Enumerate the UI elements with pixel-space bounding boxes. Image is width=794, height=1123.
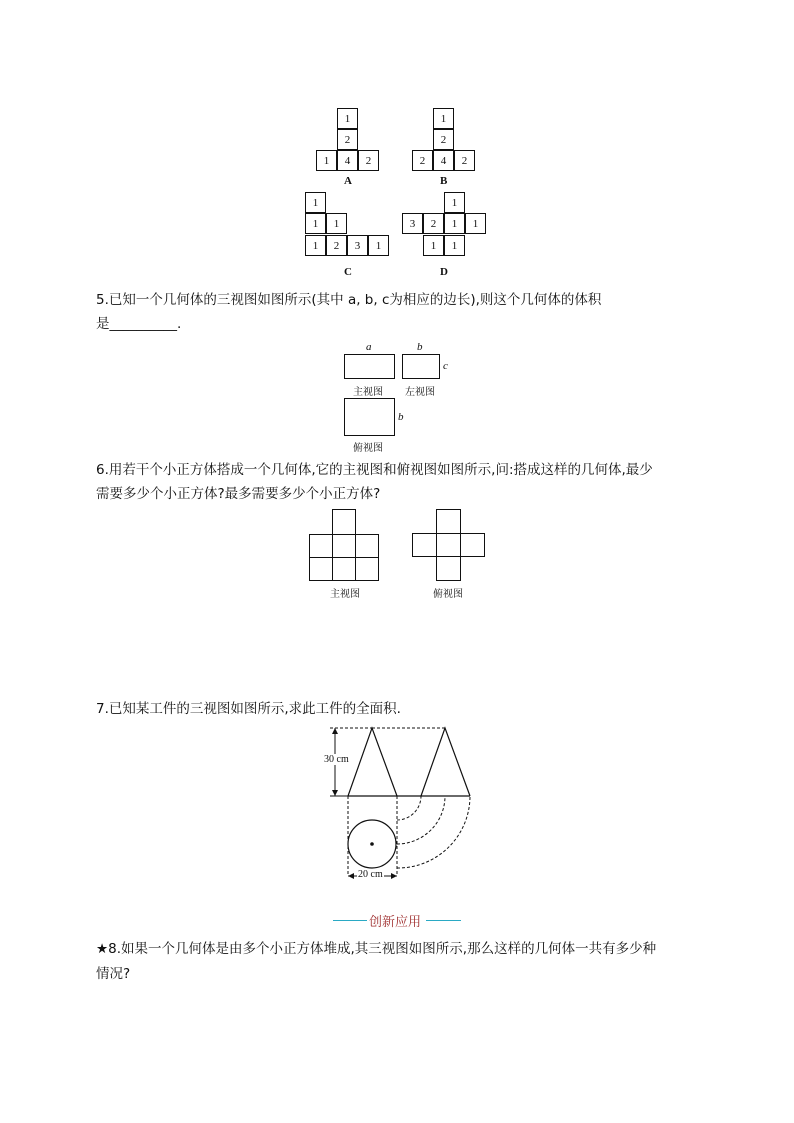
grid-cell: 1: [316, 150, 337, 171]
label-c: c: [443, 360, 448, 372]
grid-cell: 1: [423, 235, 444, 256]
grid-cell: 1: [444, 213, 465, 234]
grid-cell: 1: [444, 192, 465, 213]
q6-front-caption: 主视图: [330, 589, 360, 600]
front-view-rect: [344, 354, 395, 379]
q6-text-line2: 需要多少个小正方体?最多需要多少个小正方体?: [96, 486, 381, 502]
top-view-caption: 俯视图: [353, 443, 383, 454]
q8-text-line2: 情况?: [96, 966, 131, 982]
option-a-label: A: [344, 175, 352, 187]
grid-cell: 2: [423, 213, 444, 234]
q5-text-line1: 5.已知一个几何体的三视图如图所示(其中 a, b, c为相应的边长),则这个几何体的体积: [96, 292, 602, 308]
q7-height-label: 30 cm: [324, 754, 349, 765]
grid-cell: 1: [337, 108, 358, 129]
grid-cell: 2: [412, 150, 433, 171]
label-b-side: b: [398, 411, 404, 423]
grid-cell: 2: [358, 150, 379, 171]
q6-text-line1: 6.用若干个小正方体搭成一个几何体,它的主视图和俯视图如图所示,问:搭成这样的几何体,最少: [96, 462, 653, 478]
grid-cell: 2: [433, 129, 454, 150]
left-view-rect: [402, 354, 440, 379]
grid-cell: 1: [305, 192, 326, 213]
grid-cell: 1: [305, 235, 326, 256]
grid-cell: 2: [326, 235, 347, 256]
front-view-grid: [310, 510, 379, 581]
grid-cell: 1: [368, 235, 389, 256]
grid-cell: 1: [326, 213, 347, 234]
grid-cell: 1: [433, 108, 454, 129]
section-rule-left: [333, 920, 367, 921]
q8-text-line1: ★8.如果一个几何体是由多个小正方体堆成,其三视图如图所示,那么这样的几何体一共有多少种: [96, 941, 657, 957]
q7-workpiece-figure: [320, 724, 480, 884]
q7-text-line1: 7.已知某工件的三视图如图所示,求此工件的全面积.: [96, 701, 401, 717]
q7-width-label: 20 cm: [358, 869, 383, 880]
section-rule-right: [426, 920, 461, 921]
option-b-label: B: [440, 175, 448, 187]
option-c-label: C: [344, 266, 352, 278]
top-view-grid: [413, 510, 485, 581]
left-view-caption: 左视图: [405, 387, 435, 398]
grid-cell: 3: [347, 235, 368, 256]
grid-cell: 1: [444, 235, 465, 256]
grid-cell: 3: [402, 213, 423, 234]
label-b-top: b: [417, 341, 423, 353]
grid-cell: 2: [337, 129, 358, 150]
grid-cell: 4: [337, 150, 358, 171]
option-d-label: D: [440, 266, 448, 278]
front-view-caption: 主视图: [353, 387, 383, 398]
grid-cell: 1: [465, 213, 486, 234]
section-title: 创新应用: [369, 915, 422, 930]
q6-views-figure: [300, 505, 500, 583]
q5-text-line2: 是__________.: [96, 316, 182, 332]
label-a: a: [366, 341, 372, 353]
grid-cell: 2: [454, 150, 475, 171]
q6-top-caption: 俯视图: [433, 589, 463, 600]
grid-cell: 4: [433, 150, 454, 171]
grid-cell: 1: [305, 213, 326, 234]
top-view-rect: [344, 398, 395, 436]
